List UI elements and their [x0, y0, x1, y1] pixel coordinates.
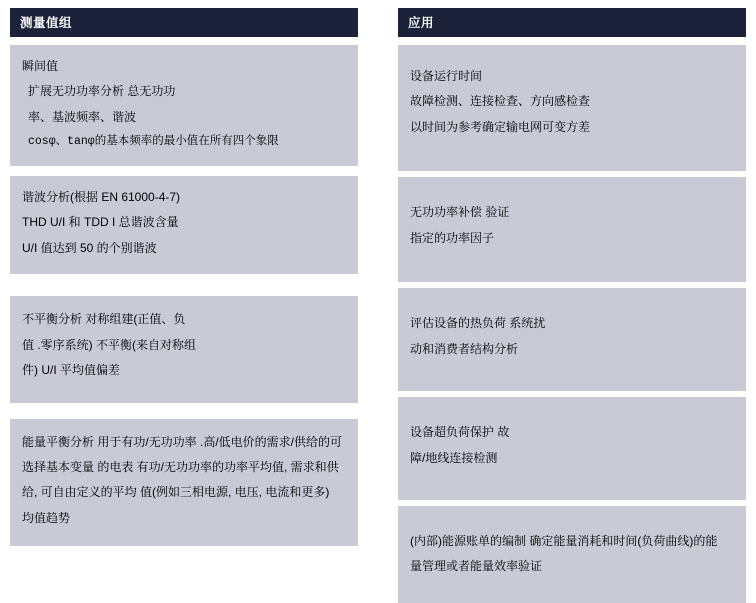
- right-column-header: 应用: [398, 8, 746, 37]
- energy-balance-line-3: 均值趋势: [22, 510, 71, 525]
- application-overload-line-1: 障/地线连接检测: [410, 450, 498, 465]
- instant-values-line-1: 扩展无功功率分析 总无功功: [28, 84, 176, 99]
- unbalance-analysis-line-0: 不平衡分析 对称组建(正值、负: [22, 312, 186, 327]
- spacer: [398, 37, 746, 45]
- unbalance-analysis-line-2: 件) U/I 平均值偏差: [22, 363, 120, 378]
- instant-values-title: 瞬间值: [22, 59, 59, 73]
- application-energy-bill-line-1: 量管理或者能量效率验证: [410, 559, 543, 574]
- application-operation-line-1: 故障检测、连接检查、方向感检查: [410, 94, 591, 109]
- application-overload-line-0: 设备超负荷保护 故: [410, 425, 510, 440]
- spacer: [10, 274, 358, 296]
- instant-values-line-3: cosφ、tanφ的基本频率的最小值在所有四个象限: [28, 135, 279, 149]
- harmonic-analysis-line-1: THD U/I 和 TDD I 总谐波含量: [22, 215, 179, 230]
- block-application-energy-bill: [398, 506, 746, 603]
- energy-balance-line-2: 给, 可自由定义的平均 值(例如三相电源, 电压, 电流和更多): [22, 485, 330, 500]
- block-application-thermal-load: [398, 288, 746, 391]
- block-harmonic-analysis: [10, 176, 358, 274]
- block-instant-values: [10, 45, 358, 166]
- application-reactive-power-line-1: 指定的功率因子: [410, 230, 495, 245]
- application-operation-line-0: 设备运行时间: [410, 69, 483, 83]
- block-application-operation: [398, 45, 746, 171]
- spacer: [10, 37, 358, 45]
- spacer: [10, 166, 358, 176]
- spacer: [10, 403, 358, 419]
- block-application-reactive-power: [398, 177, 746, 282]
- application-reactive-power-line-0: 无功功率补偿 验证: [410, 205, 510, 220]
- energy-balance-line-0: 能量平衡分析 用于有功/无功功率 .高/低电价的需求/供给的可: [22, 434, 343, 449]
- application-thermal-load-line-0: 评估设备的热负荷 系统扰: [410, 316, 546, 331]
- application-column: [398, 8, 746, 603]
- left-column-header: 测量值组: [10, 8, 358, 37]
- unbalance-analysis-line-1: 值 .零序系统) 不平衡(来自对称组: [22, 337, 196, 352]
- block-application-overload: [398, 397, 746, 500]
- measurement-value-group-column: [10, 8, 358, 546]
- harmonic-analysis-line-2: U/I 值达到 50 的个别谐波: [22, 240, 157, 255]
- harmonic-analysis-title: 谐波分析(根据 EN 61000-4-7): [22, 189, 181, 204]
- instant-values-line-2: 率、基波频率、谐波: [28, 109, 137, 124]
- application-energy-bill-line-0: (内部)能源账单的编制 确定能量消耗和时间(负荷曲线)的能: [410, 533, 718, 548]
- application-thermal-load-line-1: 动和消费者结构分析: [410, 341, 519, 356]
- block-energy-balance: [10, 419, 358, 547]
- application-operation-line-2: 以时间为参考确定输电网可变方差: [410, 119, 591, 134]
- energy-balance-line-1: 选择基本变量 的电表 有功/无功功率的功率平均值, 需求和供: [22, 460, 339, 474]
- block-unbalance-analysis: [10, 296, 358, 402]
